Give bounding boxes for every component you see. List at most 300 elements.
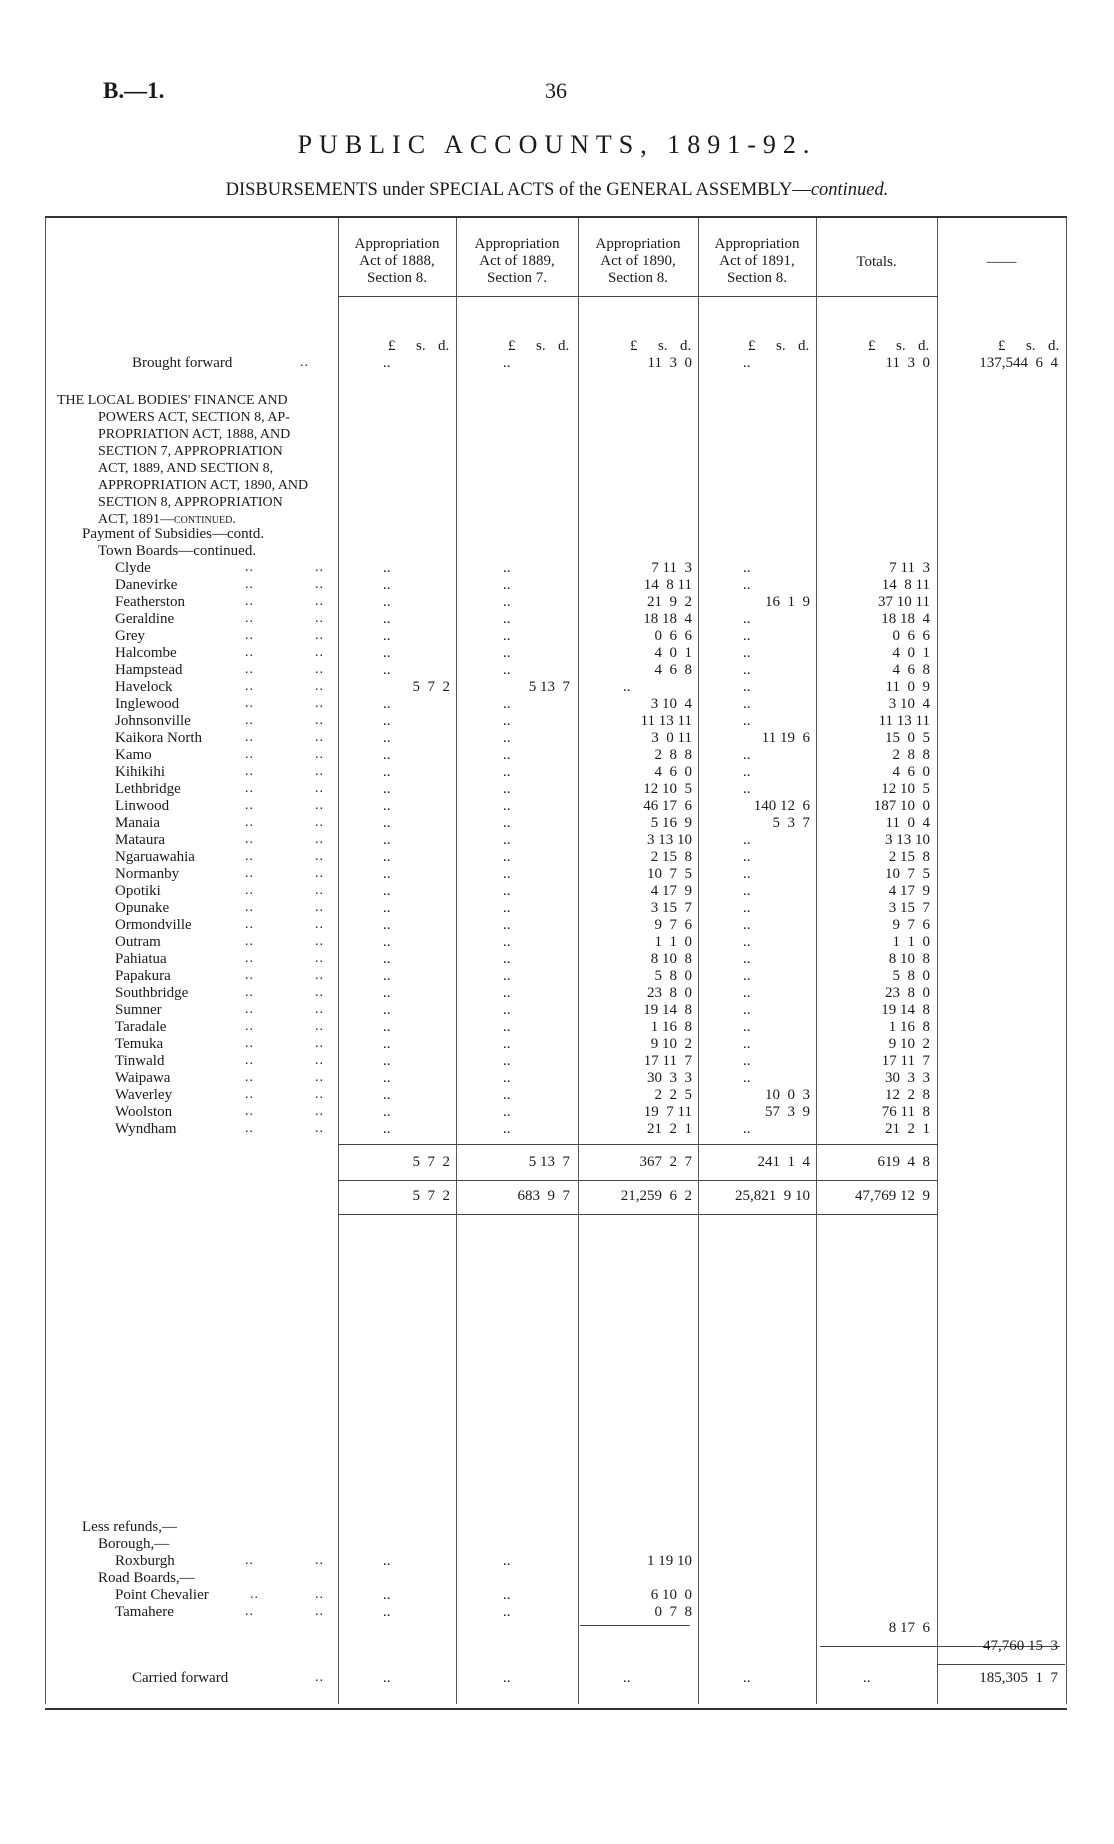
subtotal-amount: 5 13 7 — [528, 1154, 570, 1170]
empty-cell: .. — [383, 645, 391, 661]
leader-dots: .. — [315, 951, 324, 966]
empty-cell: .. — [383, 1087, 391, 1103]
empty-cell: .. — [503, 900, 511, 916]
row-name: Papakura — [115, 968, 171, 984]
leader-dots: .. — [245, 1121, 254, 1136]
leader-dots: .. — [315, 713, 324, 728]
amount-cell: 1 16 8 — [650, 1019, 692, 1035]
amount-cell: 11 0 4 — [885, 815, 930, 831]
section-heading-line: ACT, 1891—continued. — [98, 512, 236, 527]
subtotal-amount: 367 2 7 — [639, 1154, 692, 1170]
amount-cell: 1 19 10 — [647, 1553, 692, 1569]
amount-cell: 23 8 0 — [647, 985, 692, 1001]
leader-dots: .. — [245, 1087, 254, 1102]
empty-cell: .. — [743, 611, 751, 627]
empty-cell: .. — [383, 1036, 391, 1052]
amount-cell: 57 3 9 — [765, 1104, 810, 1120]
unit-pounds: £ — [868, 338, 876, 354]
leader-dots: .. — [315, 730, 324, 745]
subtotal-amount: 619 4 8 — [877, 1154, 930, 1170]
column-header-line: Appropriation — [595, 236, 681, 252]
amount-cell: 10 7 5 — [647, 866, 692, 882]
empty-cell: .. — [743, 713, 751, 729]
leader-dots: .. — [315, 1036, 324, 1051]
amount-cell: 30 3 3 — [647, 1070, 692, 1086]
row-name: Linwood — [115, 798, 170, 814]
row-name: Clyde — [115, 560, 151, 576]
net-total: 47,760 15 3 — [983, 1638, 1058, 1654]
empty-cell: .. — [503, 764, 511, 780]
grand-subtotal-amount: 21,259 6 2 — [620, 1188, 692, 1204]
row-name: Opunake — [115, 900, 170, 916]
leader-dots: .. — [315, 1087, 324, 1102]
empty-cell: .. — [503, 628, 511, 644]
amount-cell: 4 6 8 — [892, 662, 930, 678]
amount-cell: 5 3 7 — [772, 815, 810, 831]
empty-cell: .. — [503, 1670, 511, 1686]
empty-cell: .. — [383, 611, 391, 627]
empty-cell: .. — [503, 1070, 511, 1086]
amount-cell: 4 6 8 — [654, 662, 692, 678]
leader-dots: .. — [315, 696, 324, 711]
empty-cell: .. — [383, 1670, 391, 1686]
amount-cell: 2 15 8 — [888, 849, 930, 865]
document-reference: B.—1. — [103, 78, 165, 103]
column-divider — [816, 218, 817, 1704]
unit-pounds: £ — [630, 338, 638, 354]
empty-cell: .. — [383, 934, 391, 950]
empty-cell: .. — [623, 679, 631, 695]
grand-subtotal-amount: 683 9 7 — [517, 1188, 570, 1204]
carried-forward-amount: 185,305 1 7 — [979, 1670, 1058, 1686]
amount-cell: 6 10 0 — [650, 1587, 692, 1603]
row-name: Ormondville — [115, 917, 192, 933]
leader-dots: .. — [315, 815, 324, 830]
row-name: Southbridge — [115, 985, 189, 1001]
empty-cell: .. — [743, 1070, 751, 1086]
empty-cell: .. — [383, 1053, 391, 1069]
leader-dots: .. — [315, 1053, 324, 1068]
empty-cell: .. — [503, 645, 511, 661]
empty-cell: .. — [383, 355, 391, 371]
leader-dots: .. — [245, 628, 254, 643]
empty-cell: .. — [743, 968, 751, 984]
leader-dots: .. — [315, 577, 324, 592]
row-name: Wyndham — [115, 1121, 177, 1137]
empty-cell: .. — [383, 832, 391, 848]
row-name: Tinwald — [115, 1053, 165, 1069]
leader-dots: .. — [315, 917, 324, 932]
amount-cell: 15 0 5 — [885, 730, 930, 746]
amount-cell: 12 10 5 — [881, 781, 930, 797]
empty-cell: .. — [743, 645, 751, 661]
section-heading-line: POWERS ACT, SECTION 8, AP- — [98, 410, 290, 425]
subtotal-rule — [338, 1144, 938, 1145]
amount-cell: 4 17 9 — [888, 883, 930, 899]
column-header-line: —— — [986, 254, 1017, 270]
leader-dots: .. — [245, 1553, 254, 1568]
column-header-line: Appropriation — [714, 236, 800, 252]
subheading-subsidies: Payment of Subsidies—contd. — [82, 526, 265, 542]
leader-dots: .. — [315, 1070, 324, 1085]
amount-cell: 7 11 3 — [889, 560, 930, 576]
amount-cell: 19 14 8 — [643, 1002, 692, 1018]
amount-cell: 3 15 7 — [888, 900, 930, 916]
leader-dots: .. — [315, 747, 324, 762]
empty-cell: .. — [743, 781, 751, 797]
leader-dots: .. — [315, 849, 324, 864]
empty-cell: .. — [503, 798, 511, 814]
carried-forward-label: Carried forward — [132, 1670, 229, 1686]
unit-pence: d. — [798, 338, 810, 354]
leader-dots: .. — [315, 883, 324, 898]
unit-shillings: s. — [776, 338, 786, 354]
row-name: Taradale — [115, 1019, 167, 1035]
row-name: Kamo — [115, 747, 152, 763]
column-header-5 — [816, 254, 937, 271]
empty-cell: .. — [383, 1121, 391, 1137]
amount-cell: 17 11 7 — [881, 1053, 930, 1069]
empty-cell: .. — [503, 730, 511, 746]
amount-cell: 11 19 6 — [761, 730, 810, 746]
unit-shillings: s. — [1026, 338, 1036, 354]
amount-cell: 5 13 7 — [528, 679, 570, 695]
refunds-point-chevalier: Point Chevalier — [115, 1587, 209, 1603]
amount-cell: 7 11 3 — [651, 560, 692, 576]
empty-cell: .. — [503, 713, 511, 729]
empty-cell: .. — [503, 1121, 511, 1137]
leader-dots: .. — [315, 679, 324, 694]
empty-cell: .. — [383, 781, 391, 797]
row-name: Temuka — [115, 1036, 164, 1052]
empty-cell: .. — [743, 866, 751, 882]
amount-cell: 19 7 11 — [643, 1104, 692, 1120]
amount-cell: 2 8 8 — [654, 747, 692, 763]
row-name: Grey — [115, 628, 145, 644]
column-header-line: Section 8. — [367, 270, 427, 286]
empty-cell: .. — [383, 594, 391, 610]
amount-cell: 30 3 3 — [885, 1070, 930, 1086]
empty-cell: .. — [383, 900, 391, 916]
unit-pence: d. — [680, 338, 692, 354]
row-name: Woolston — [115, 1104, 173, 1120]
amount-cell: 4 0 1 — [892, 645, 930, 661]
empty-cell: .. — [383, 1604, 391, 1620]
column-header-line: Section 8. — [727, 270, 787, 286]
unit-pounds: £ — [508, 338, 516, 354]
unit-pounds: £ — [998, 338, 1006, 354]
amount-cell: 0 6 6 — [892, 628, 930, 644]
column-divider — [578, 218, 579, 1704]
amount-cell: 18 18 4 — [881, 611, 930, 627]
row-name: Waipawa — [115, 1070, 171, 1086]
empty-cell: .. — [743, 951, 751, 967]
amount-cell: 8 10 8 — [650, 951, 692, 967]
amount-cell: 5 8 0 — [892, 968, 930, 984]
leader-dots: .. — [245, 849, 254, 864]
row-name: Sumner — [115, 1002, 162, 1018]
empty-cell: .. — [503, 951, 511, 967]
amount-cell: 23 8 0 — [885, 985, 930, 1001]
empty-cell: .. — [383, 764, 391, 780]
amount-cell: 2 2 5 — [654, 1087, 692, 1103]
column-header-1 — [338, 236, 456, 287]
leader-dots: .. — [245, 747, 254, 762]
row-name: Lethbridge — [115, 781, 181, 797]
amount-cell: 2 8 8 — [892, 747, 930, 763]
column-header-6 — [937, 254, 1066, 271]
refund-total: 8 17 6 — [888, 1620, 930, 1636]
empty-cell: .. — [503, 832, 511, 848]
amount-cell: 14 8 11 — [881, 577, 930, 593]
leader-dots: .. — [245, 764, 254, 779]
unit-pence: d. — [918, 338, 930, 354]
empty-cell: .. — [383, 696, 391, 712]
leader-dots: .. — [315, 594, 324, 609]
column-divider — [338, 218, 339, 1704]
subtotal-amount: 241 1 4 — [757, 1154, 810, 1170]
empty-cell: .. — [503, 560, 511, 576]
empty-cell: .. — [503, 1002, 511, 1018]
empty-cell: .. — [383, 985, 391, 1001]
empty-cell: .. — [383, 1019, 391, 1035]
unit-pence: d. — [438, 338, 450, 354]
amount-cell: 11 13 11 — [878, 713, 930, 729]
leader-dots: .. — [245, 577, 254, 592]
subheading-town-boards: Town Boards—continued. — [98, 543, 257, 559]
header-rule — [338, 296, 938, 297]
leader-dots: .. — [245, 900, 254, 915]
empty-cell: .. — [743, 1002, 751, 1018]
empty-cell: .. — [743, 832, 751, 848]
row-name: Hampstead — [115, 662, 183, 678]
empty-cell: .. — [383, 1587, 391, 1603]
leader-dots: .. — [315, 560, 324, 575]
amount-cell: 9 10 2 — [888, 1036, 930, 1052]
page-subtitle — [0, 180, 1114, 201]
empty-cell: .. — [503, 883, 511, 899]
leader-dots: .. — [245, 679, 254, 694]
leader-dots: .. — [245, 798, 254, 813]
row-name: Inglewood — [115, 696, 180, 712]
amount-cell: 1 1 0 — [654, 934, 692, 950]
leader-dots: .. — [245, 594, 254, 609]
empty-cell: .. — [503, 594, 511, 610]
amount-cell: 76 11 8 — [881, 1104, 930, 1120]
amount-cell: 1 16 8 — [888, 1019, 930, 1035]
leader-dots: .. — [315, 866, 324, 881]
row-name: Kaikora North — [115, 730, 203, 746]
amount-cell: 9 7 6 — [654, 917, 692, 933]
amount-cell: 4 0 1 — [654, 645, 692, 661]
row-name: Waverley — [115, 1087, 173, 1103]
empty-cell: .. — [383, 1070, 391, 1086]
column-header-line: Act of 1890, — [600, 253, 676, 269]
empty-cell: .. — [743, 900, 751, 916]
amount-cell: 11 0 9 — [885, 679, 930, 695]
leader-dots: .. — [245, 696, 254, 711]
unit-shillings: s. — [416, 338, 426, 354]
brought-forward-label: Brought forward — [132, 355, 233, 371]
leader-dots: .. — [315, 611, 324, 626]
leader-dots: .. — [245, 781, 254, 796]
empty-cell: .. — [383, 747, 391, 763]
subtitle-continued: continued. — [810, 180, 889, 200]
leader-dots: .. — [245, 1053, 254, 1068]
empty-cell: .. — [503, 611, 511, 627]
subtotal-rule — [338, 1180, 938, 1181]
empty-cell: .. — [383, 1104, 391, 1120]
row-name: Geraldine — [115, 611, 175, 627]
column-divider — [698, 218, 699, 1704]
amount-cell: 187 10 0 — [873, 798, 930, 814]
amount-cell: 5 8 0 — [654, 968, 692, 984]
amount-cell: 140 12 6 — [753, 798, 810, 814]
row-name: Outram — [115, 934, 161, 950]
subtotal-amount: 5 7 2 — [412, 1154, 450, 1170]
empty-cell: .. — [503, 1053, 511, 1069]
section-heading-line: PROPRIATION ACT, 1888, AND — [98, 427, 291, 442]
section-heading-line: THE LOCAL BODIES' FINANCE AND — [57, 393, 288, 408]
empty-cell: .. — [503, 355, 511, 371]
amount-cell: 3 15 7 — [650, 900, 692, 916]
empty-cell: .. — [383, 917, 391, 933]
empty-cell: .. — [383, 815, 391, 831]
column-header-line: Appropriation — [474, 236, 560, 252]
empty-cell: .. — [743, 662, 751, 678]
empty-cell: .. — [743, 1036, 751, 1052]
amount-cell: 37 10 11 — [878, 594, 930, 610]
amount-cell: 19 14 8 — [881, 1002, 930, 1018]
empty-cell: .. — [383, 560, 391, 576]
empty-cell: .. — [743, 1019, 751, 1035]
leader-dots: .. — [315, 1019, 324, 1034]
empty-cell: .. — [383, 968, 391, 984]
row-name: Normanby — [115, 866, 180, 882]
amount-cell: 3 13 10 — [647, 832, 692, 848]
column-header-line: Totals. — [856, 254, 897, 270]
leader-dots: .. — [245, 968, 254, 983]
amount-cell: 11 13 11 — [640, 713, 692, 729]
amount-cell: 3 0 11 — [651, 730, 692, 746]
leader-dots: .. — [245, 1002, 254, 1017]
leader-dots: .. — [245, 1070, 254, 1085]
leader-dots: .. — [300, 355, 309, 370]
leader-dots: .. — [315, 968, 324, 983]
leader-dots: .. — [245, 883, 254, 898]
empty-cell: .. — [743, 355, 751, 371]
empty-cell: .. — [743, 934, 751, 950]
empty-cell: .. — [383, 730, 391, 746]
row-name: Johnsonville — [115, 713, 191, 729]
refunds-roxburgh: Roxburgh — [115, 1553, 175, 1569]
amount-cell: 5 7 2 — [412, 679, 450, 695]
leader-dots: .. — [245, 985, 254, 1000]
column-header-line: Appropriation — [354, 236, 440, 252]
leader-dots: .. — [245, 815, 254, 830]
section-heading-line: SECTION 8, APPROPRIATION — [98, 495, 283, 510]
empty-cell: .. — [383, 798, 391, 814]
empty-cell: .. — [743, 747, 751, 763]
leader-dots: .. — [315, 645, 324, 660]
unit-shillings: s. — [658, 338, 668, 354]
table-left-border — [45, 218, 46, 1704]
leader-dots: .. — [245, 645, 254, 660]
empty-cell: .. — [503, 934, 511, 950]
empty-cell: .. — [743, 1121, 751, 1137]
amount-cell: 17 11 7 — [643, 1053, 692, 1069]
leader-dots: .. — [245, 1604, 254, 1619]
amount-cell: 1 1 0 — [892, 934, 930, 950]
leader-dots: .. — [245, 934, 254, 949]
unit-pounds: £ — [388, 338, 396, 354]
row-name: Opotiki — [115, 883, 161, 899]
amount-cell: 5 16 9 — [650, 815, 692, 831]
row-name: Halcombe — [115, 645, 177, 661]
amount-cell: 21 9 2 — [647, 594, 692, 610]
column-divider — [937, 218, 938, 1704]
leader-dots: .. — [315, 764, 324, 779]
empty-cell: .. — [503, 917, 511, 933]
unit-pence: d. — [1048, 338, 1060, 354]
refunds-road-boards: Road Boards,— — [98, 1570, 195, 1586]
empty-cell: .. — [503, 968, 511, 984]
leader-dots: .. — [245, 1036, 254, 1051]
empty-cell: .. — [743, 883, 751, 899]
empty-cell: .. — [503, 1036, 511, 1052]
leader-dots: .. — [315, 1104, 324, 1119]
unit-pounds: £ — [748, 338, 756, 354]
empty-cell: .. — [503, 815, 511, 831]
page-number: 36 — [545, 78, 567, 103]
leader-dots: .. — [245, 730, 254, 745]
column-header-line: Section 8. — [608, 270, 668, 286]
empty-cell: .. — [503, 866, 511, 882]
leader-dots: .. — [315, 1670, 324, 1685]
amount-cell: 4 6 0 — [654, 764, 692, 780]
empty-cell: .. — [383, 883, 391, 899]
empty-cell: .. — [863, 1670, 871, 1686]
empty-cell: .. — [503, 1587, 511, 1603]
empty-cell: .. — [743, 628, 751, 644]
leader-dots: .. — [315, 1587, 324, 1602]
empty-cell: .. — [383, 713, 391, 729]
row-name: Featherston — [115, 594, 185, 610]
empty-cell: .. — [383, 849, 391, 865]
section-heading-line: ACT, 1889, AND SECTION 8, — [98, 461, 274, 476]
empty-cell: .. — [743, 577, 751, 593]
unit-shillings: s. — [896, 338, 906, 354]
empty-cell: .. — [743, 764, 751, 780]
empty-cell: .. — [743, 917, 751, 933]
leader-dots: .. — [245, 1019, 254, 1034]
section-heading-line: APPROPRIATION ACT, 1890, AND — [98, 478, 309, 493]
amount-cell: 10 0 3 — [765, 1087, 810, 1103]
empty-cell: .. — [743, 849, 751, 865]
leader-dots: .. — [245, 866, 254, 881]
empty-cell: .. — [503, 781, 511, 797]
leader-dots: .. — [315, 1002, 324, 1017]
amount-cell: 4 6 0 — [892, 764, 930, 780]
subtitle-main: DISBURSEMENTS under SPECIAL ACTS of the GENERAL ASSEMBLY— — [225, 180, 811, 200]
empty-cell: .. — [383, 577, 391, 593]
empty-cell: .. — [383, 951, 391, 967]
leader-dots: .. — [315, 781, 324, 796]
empty-cell: .. — [503, 662, 511, 678]
empty-cell: .. — [743, 696, 751, 712]
empty-cell: .. — [383, 628, 391, 644]
empty-cell: .. — [503, 1553, 511, 1569]
